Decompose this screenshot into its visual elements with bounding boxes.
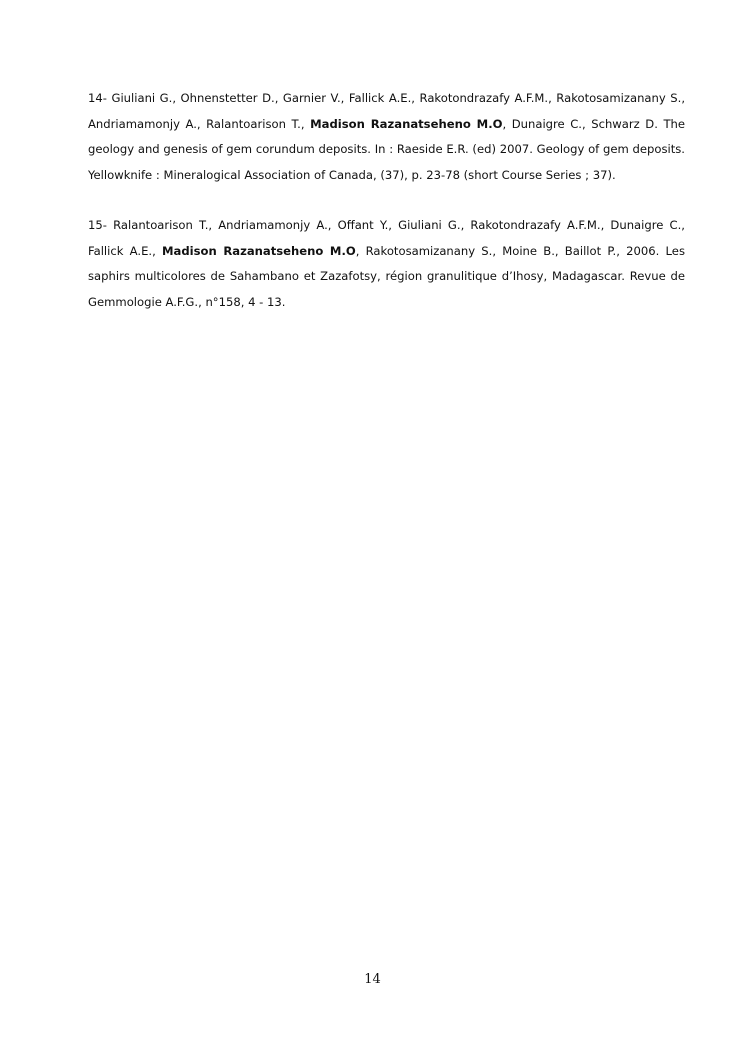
reference-text: , Dunaigre C., Schwarz D. The geology and genesis of gem corundum deposits. In : Raeside E.R. (ed) 2007. Geology of gem deposits. Yellowknife : Mineralogical Association of Canada, (37), p. 23-78 (short Course Series ; 37). <box>88 116 686 182</box>
reference-text: 14- Giuliani G., Ohnenstetter D., Garnier V., Fallick A.E., Rakotondrazafy A.F.M., Rakotosamizanany S., Andriamamonjy A., Ralantoarison T., <box>88 91 685 131</box>
reference-15 <box>88 213 685 315</box>
reference-14 <box>88 86 685 188</box>
reference-text: , Rakotosamizanany S., Moine B., Baillot P., 2006. Les saphirs multicolores de Sahambano et Zazafotsy, région granulitique d’Ihosy, Madagascar. Revue de Gemmologie A.F.G., n°158, 4 - 13. <box>88 243 685 309</box>
reference-list <box>88 86 685 340</box>
reference-text: 15- Ralantoarison T., Andriamamonjy A., Offant Y., Giuliani G., Rakotondrazafy A.F.M., Dunaigre C., Fallick A.E., <box>88 218 685 258</box>
highlighted-author: Madison Razanatseheno M.O <box>310 116 503 131</box>
page-number: 14 <box>364 972 381 987</box>
highlighted-author: Madison Razanatseheno M.O <box>162 243 356 258</box>
